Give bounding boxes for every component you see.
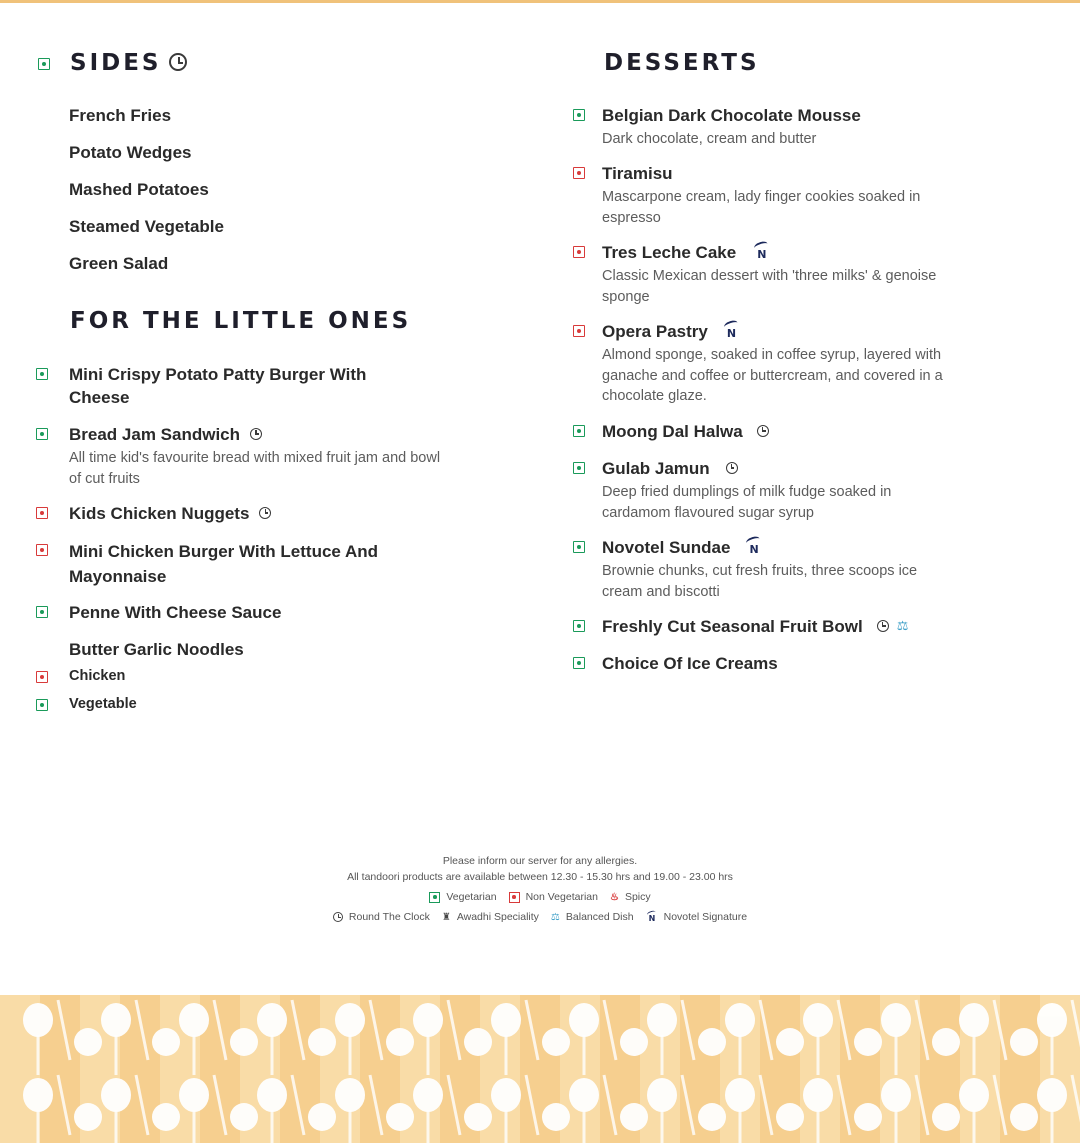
sides-item: Mashed Potatoes (69, 180, 209, 199)
item-description: Classic Mexican dessert with 'three milks' & genoise sponge (602, 268, 937, 305)
novotel-signature-icon: N (744, 537, 762, 557)
item-name: Bread Jam Sandwich (69, 425, 241, 444)
veg-mark-icon (573, 462, 585, 474)
legend-round-the-clock: Round The Clock (333, 911, 430, 923)
menu-item (69, 363, 399, 409)
clock-icon (259, 507, 271, 519)
item-name: Tres Leche Cake (602, 243, 737, 262)
menu-item (602, 652, 778, 675)
legend-vegetarian: Vegetarian (429, 891, 496, 903)
legend-signature: N Novotel Signature (646, 911, 747, 923)
section-title-little-ones: FOR THE LITTLE ONES (70, 308, 412, 334)
veg-mark-icon (36, 428, 48, 440)
item-name: Kids Chicken Nuggets (69, 504, 250, 523)
sides-item: Potato Wedges (69, 143, 192, 162)
sides-item: French Fries (69, 106, 172, 125)
menu-item (602, 104, 982, 150)
section-title-sides: SIDES (70, 50, 162, 76)
non-veg-mark-icon (36, 544, 48, 556)
item-name: Gulab Jamun (602, 459, 710, 478)
item-description: Almond sponge, soaked in coffee syrup, layered with ganache and coffee or buttercream, and covered in a chocolate glaze. (602, 347, 943, 404)
novotel-signature-icon: N (646, 911, 658, 923)
non-veg-mark-icon (36, 671, 48, 683)
menu-item (602, 162, 952, 228)
tandoori-note: All tandoori products are available between 12.30 - 15.30 hrs and 19.00 - 23.00 hrs (347, 871, 733, 883)
non-veg-mark-icon (509, 892, 520, 903)
veg-mark-icon (36, 368, 48, 380)
item-name: Moong Dal Halwa (602, 422, 743, 441)
item-name: Belgian Dark Chocolate Mousse (602, 106, 861, 125)
allergy-note: Please inform our server for any allergies. (442, 855, 638, 867)
sides-item: Steamed Vegetable (69, 217, 224, 236)
item-name: Penne With Cheese Sauce (69, 603, 282, 622)
item-name: Tiramisu (602, 164, 673, 183)
non-veg-mark-icon (573, 167, 585, 179)
legend-row-diet (0, 891, 1080, 903)
item-name: Mini Crispy Potato Patty Burger With Cheese (69, 365, 367, 407)
legend-awadhi: ♜ Awadhi Speciality (441, 911, 539, 923)
veg-mark-icon (36, 699, 48, 711)
item-option: Vegetable (69, 696, 137, 712)
decorative-cutlery-pattern (0, 995, 1080, 1143)
veg-mark-icon (573, 425, 585, 437)
sides-item: Green Salad (69, 254, 169, 273)
clock-icon (877, 620, 889, 632)
menu-item (602, 420, 769, 443)
item-description: Mascarpone cream, lady finger cookies soaked in espresso (602, 189, 921, 226)
item-name: Mini Chicken Burger With Lettuce And Mayonnaise (69, 542, 379, 586)
balance-icon: ⚖ (550, 911, 560, 923)
legend-spicy: ♨ Spicy (609, 891, 651, 903)
veg-mark-icon (38, 58, 50, 70)
clock-icon (250, 428, 262, 440)
clock-icon (169, 53, 187, 71)
item-description: Brownie chunks, cut fresh fruits, three scoops ice cream and biscotti (602, 563, 918, 600)
item-name: Novotel Sundae (602, 538, 731, 557)
item-name: Opera Pastry (602, 322, 708, 341)
chili-icon: ♨ (609, 891, 619, 903)
menu-item (602, 241, 962, 307)
item-name: Freshly Cut Seasonal Fruit Bowl (602, 617, 863, 636)
item-description: Deep fried dumplings of milk fudge soaked in cardamom flavoured sugar syrup (602, 484, 892, 521)
novotel-signature-icon: N (752, 242, 770, 262)
balance-icon: ⚖ (896, 617, 909, 633)
menu-item (602, 615, 908, 638)
item-option: Chicken (69, 668, 126, 684)
legend-non-vegetarian: Non Vegetarian (509, 891, 598, 903)
menu-item (602, 536, 947, 602)
clock-icon (333, 912, 343, 922)
menu-item (69, 601, 281, 624)
veg-mark-icon (429, 892, 440, 903)
item-description: Dark chocolate, cream and butter (602, 131, 817, 147)
top-accent-line (0, 0, 1080, 3)
item-description: All time kid's favourite bread with mixed fruit jam and bowl of cut fruits (69, 450, 441, 487)
non-veg-mark-icon (573, 246, 585, 258)
menu-item (69, 539, 399, 589)
non-veg-mark-icon (573, 325, 585, 337)
legend-balanced: ⚖ Balanced Dish (550, 911, 634, 923)
veg-mark-icon (573, 109, 585, 121)
item-name: Choice Of Ice Creams (602, 654, 778, 673)
legend-row-symbols (0, 911, 1080, 923)
veg-mark-icon (573, 620, 585, 632)
novotel-signature-icon: N (722, 321, 740, 341)
veg-mark-icon (573, 541, 585, 553)
item-name: Butter Garlic Noodles (69, 640, 244, 659)
clock-icon (757, 425, 769, 437)
awadhi-icon: ♜ (441, 911, 451, 923)
menu-item (69, 502, 271, 525)
menu-item (602, 320, 967, 407)
veg-mark-icon (36, 606, 48, 618)
non-veg-mark-icon (36, 507, 48, 519)
menu-item (69, 423, 449, 489)
menu-item (69, 638, 244, 661)
veg-mark-icon (573, 657, 585, 669)
clock-icon (726, 462, 738, 474)
section-title-desserts: DESSERTS (604, 50, 760, 76)
menu-item (602, 457, 942, 523)
